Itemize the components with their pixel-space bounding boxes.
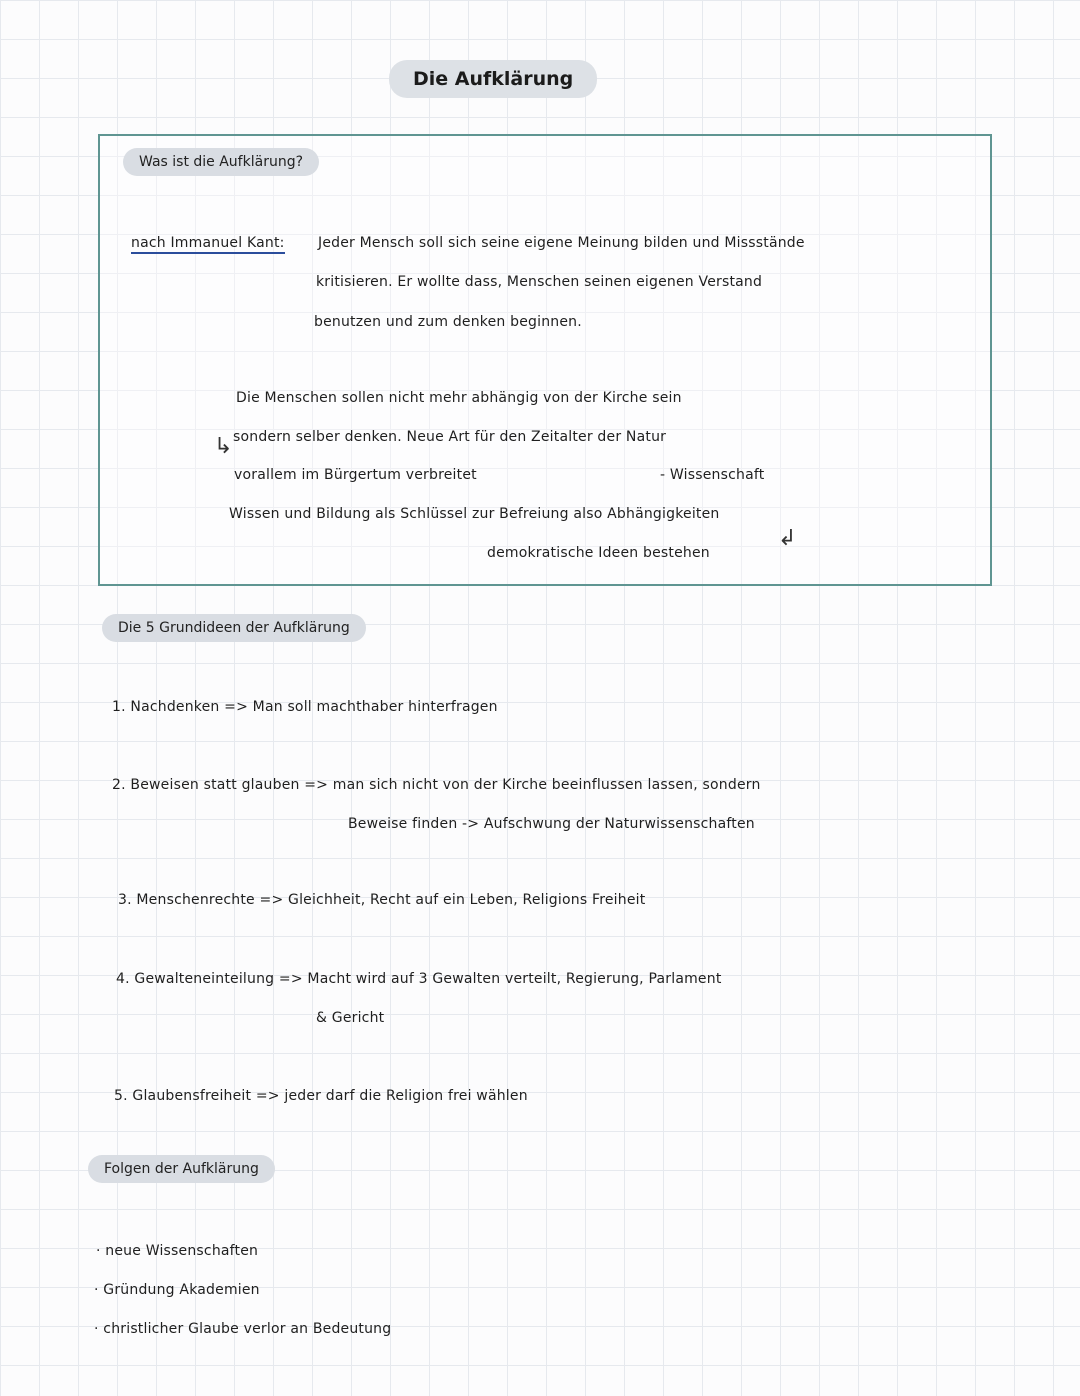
- page-title: Die Aufklärung: [389, 60, 597, 98]
- definition-line-2: sondern selber denken. Neue Art für den Zeitalter der Natur: [233, 429, 667, 445]
- idea-item-4-cont: & Gericht: [316, 1010, 385, 1026]
- kant-line-1: Jeder Mensch soll sich seine eigene Meinung bilden und Missstände: [318, 235, 805, 251]
- section-heading-folgen: Folgen der Aufklärung: [88, 1155, 275, 1183]
- idea-item-1: 1. Nachdenken => Man soll machthaber hinterfragen: [112, 699, 498, 715]
- idea-item-5: 5. Glaubensfreiheit => jeder darf die Religion frei wählen: [114, 1088, 528, 1104]
- curved-arrow-icon-2: ↲: [778, 526, 797, 551]
- consequence-item-3: · christlicher Glaube verlor an Bedeutung: [94, 1321, 392, 1337]
- definition-line-5: demokratische Ideen bestehen: [487, 545, 710, 561]
- idea-item-2: 2. Beweisen statt glauben => man sich nicht von der Kirche beeinflussen lassen, sondern: [112, 777, 761, 793]
- idea-item-4: 4. Gewalteneinteilung => Macht wird auf 3 Gewalten verteilt, Regierung, Parlament: [116, 971, 722, 987]
- consequence-item-2: · Gründung Akademien: [94, 1282, 260, 1298]
- kant-label: nach Immanuel Kant:: [131, 235, 285, 254]
- definition-line-science: - Wissenschaft: [660, 467, 765, 483]
- idea-item-2-cont: Beweise finden -> Aufschwung der Naturwissenschaften: [348, 816, 755, 832]
- section-heading-definition: Was ist die Aufklärung?: [123, 148, 319, 176]
- curved-arrow-icon: ↳: [214, 434, 233, 459]
- section-heading-grundideen: Die 5 Grundideen der Aufklärung: [102, 614, 366, 642]
- definition-line-3: vorallem im Bürgertum verbreitet: [234, 467, 477, 483]
- kant-line-3: benutzen und zum denken beginnen.: [314, 314, 582, 330]
- kant-line-2: kritisieren. Er wollte dass, Menschen seinen eigenen Verstand: [316, 274, 763, 290]
- consequence-item-1: · neue Wissenschaften: [96, 1243, 259, 1259]
- idea-item-3: 3. Menschenrechte => Gleichheit, Recht auf ein Leben, Religions Freiheit: [118, 892, 646, 908]
- definition-line-1: Die Menschen sollen nicht mehr abhängig von der Kirche sein: [236, 390, 682, 406]
- definition-line-4: Wissen und Bildung als Schlüssel zur Befreiung also Abhängigkeiten: [229, 506, 720, 522]
